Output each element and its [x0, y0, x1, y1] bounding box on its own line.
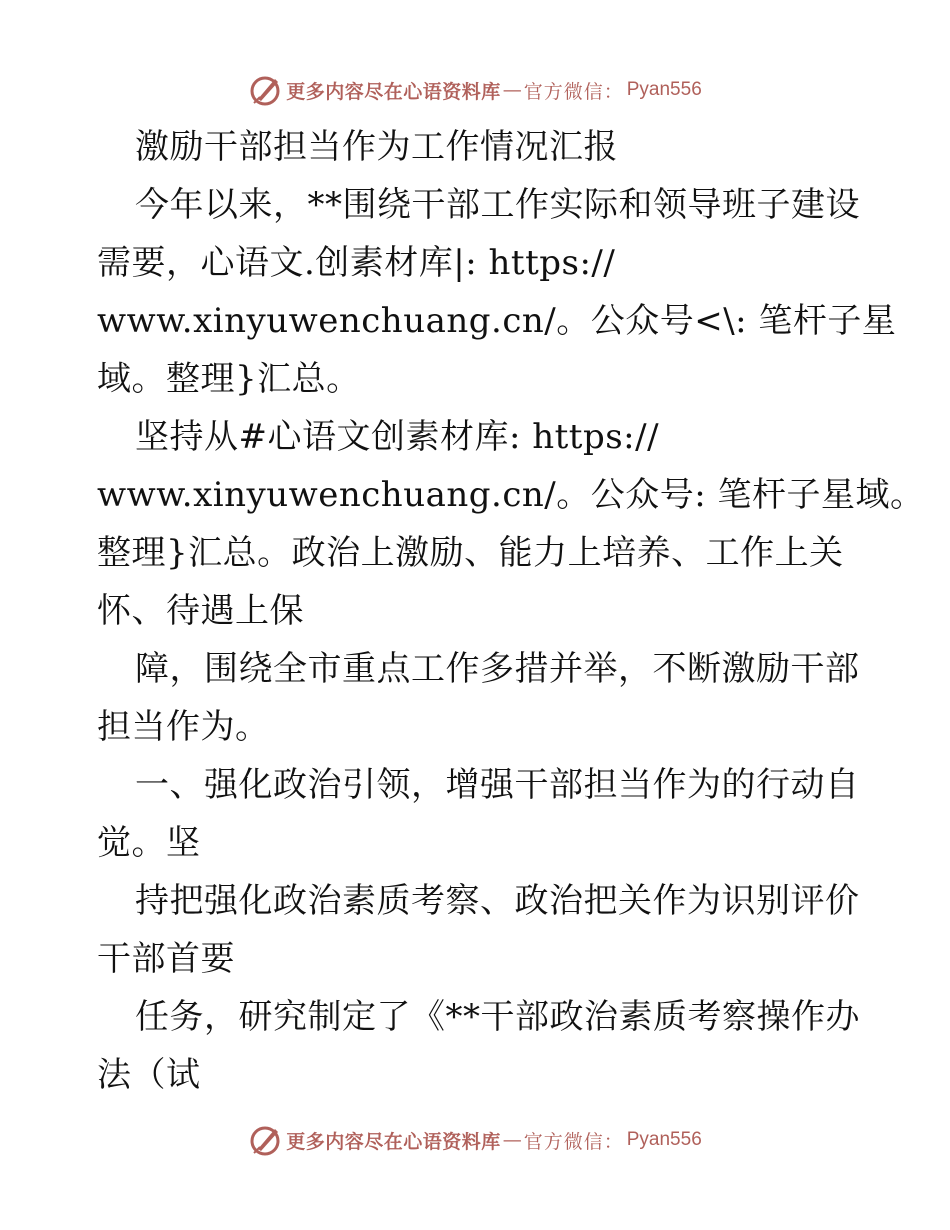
header-banner [0, 70, 950, 110]
document-body [97, 118, 925, 1104]
header-brand-text: 更多内容尽在心语资料库 [286, 80, 501, 103]
document-line: 干部首要 [97, 939, 235, 979]
footer-brand-text: 更多内容尽在心语资料库 [286, 1130, 501, 1153]
header-separator: — [502, 79, 522, 101]
document-line: 觉。坚 [97, 823, 201, 863]
document-line: 怀、待遇上保 [97, 591, 304, 631]
document-line: 担当作为。 [97, 707, 270, 747]
document-line: 今年以来，**围绕干部工作实际和领导班子建设 [135, 185, 860, 225]
header-official-label: 官方微信： [523, 80, 624, 103]
document-line: 域。整理}汇总。 [97, 359, 361, 399]
document-line: 障，围绕全市重点工作多措并举，不断激励干部 [135, 649, 860, 689]
document-line: 持把强化政治素质考察、政治把关作为识别评价 [135, 881, 860, 921]
document-line: 一、强化政治引领，增强干部担当作为的行动自 [135, 765, 860, 805]
header-wechat-id: Pyan556 [626, 79, 702, 100]
quill-logo-icon [248, 1123, 282, 1157]
footer-wechat-id: Pyan556 [626, 1129, 702, 1150]
document-line: 坚持从#心语文创素材库: https:// [135, 417, 660, 457]
footer-separator: — [502, 1129, 522, 1151]
document-line: 激励干部担当作为工作情况汇报 [135, 127, 618, 167]
document-line: www.xinyuwenchuang.cn/。公众号<\: 笔杆子星 [97, 301, 897, 341]
document-line: 需要，心语文.创素材库|: https:// [97, 243, 616, 283]
footer-banner [0, 1120, 950, 1160]
document-line: 任务，研究制定了《**干部政治素质考察操作办 [135, 997, 860, 1037]
footer-official-label: 官方微信： [523, 1130, 624, 1153]
quill-logo-icon [248, 73, 282, 107]
document-line: 整理}汇总。政治上激励、能力上培养、工作上关 [97, 533, 844, 573]
document-line: 法（试 [97, 1055, 201, 1095]
document-line: www.xinyuwenchuang.cn/。公众号: 笔杆子星域。 [97, 475, 925, 515]
